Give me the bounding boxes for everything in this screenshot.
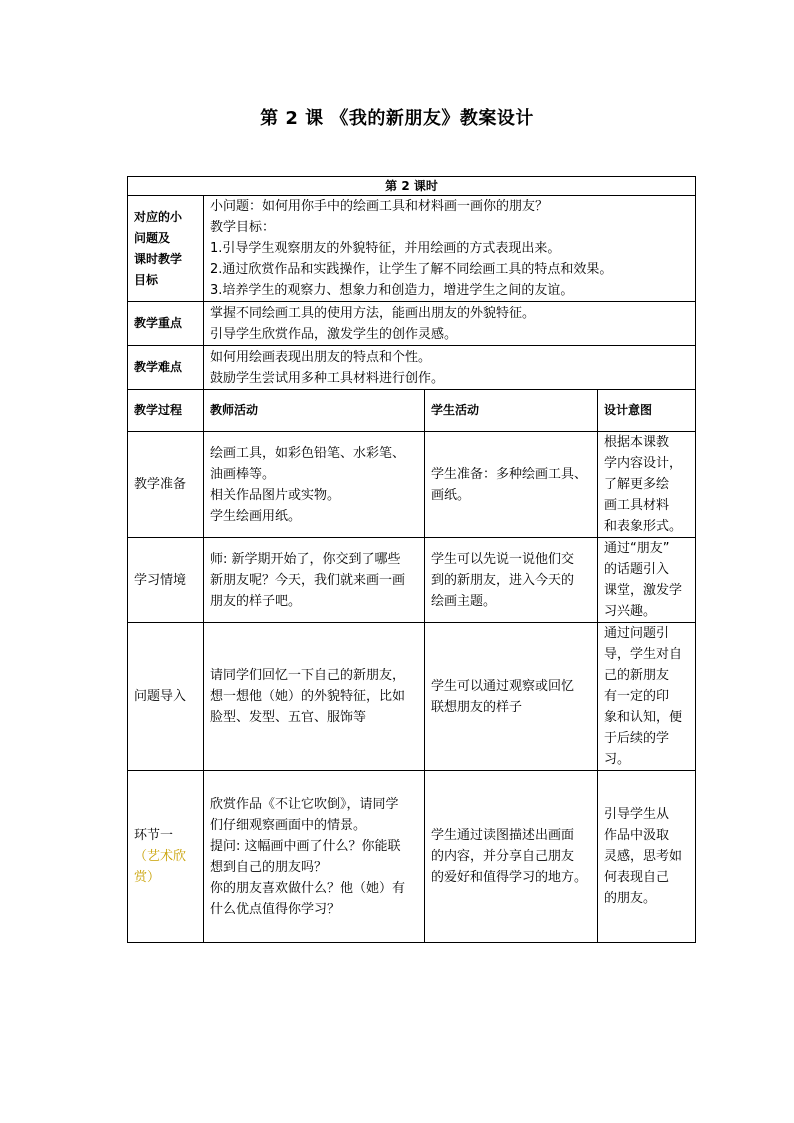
section-header-row bbox=[128, 177, 696, 196]
student-activity-header: 学生活动 bbox=[425, 390, 598, 432]
objectives-line: 小问题：如何用你手中的绘画工具和材料画一画你的朋友？ bbox=[210, 199, 549, 214]
teacher-activity bbox=[204, 432, 425, 538]
row-label-sub: （艺术欣 bbox=[134, 849, 187, 864]
difficulties-row bbox=[128, 346, 696, 390]
objectives-line: 3.培养学生的观察力、想象力和创造力，增进学生之间的友谊。 bbox=[210, 283, 574, 298]
text-line: 绘画主题。 bbox=[431, 593, 497, 609]
lesson-plan-table bbox=[127, 176, 696, 943]
process-header-row bbox=[128, 390, 696, 432]
difficulties-line: 鼓励学生尝试用多种工具材料进行创作。 bbox=[210, 370, 445, 386]
teacher-activity-header: 教师活动 bbox=[204, 390, 425, 432]
table-row bbox=[128, 771, 696, 943]
design-intent bbox=[598, 432, 696, 538]
text-line: 和表象形式。 bbox=[604, 519, 683, 534]
text-line: 习兴趣。 bbox=[604, 604, 657, 619]
text-line: 绘画工具，如彩色铅笔、水彩笔、 bbox=[210, 445, 406, 461]
text-line: 到的新朋友，进入今天的 bbox=[431, 572, 575, 588]
row-label bbox=[128, 771, 204, 943]
objectives-label-line: 问题及 bbox=[134, 230, 171, 245]
text-line: 朋友的样子吧。 bbox=[210, 593, 302, 609]
text-line: 的爱好和值得学习的地方。 bbox=[431, 870, 588, 885]
difficulties-content bbox=[204, 346, 696, 390]
text-line: 新朋友呢？今天，我们就来画一画 bbox=[210, 572, 406, 588]
objectives-label bbox=[128, 196, 204, 302]
objectives-label-line: 对应的小 bbox=[134, 209, 183, 224]
text-line: 的朋友。 bbox=[604, 891, 657, 906]
objectives-row bbox=[128, 196, 696, 302]
text-line: 何表现自己 bbox=[604, 870, 670, 885]
objectives-label-line: 目标 bbox=[134, 272, 159, 287]
table-row bbox=[128, 538, 696, 623]
text-line: 油画棒等。 bbox=[210, 466, 276, 482]
text-line: 画工具材料 bbox=[604, 498, 670, 513]
text-line: 灵感，思考如 bbox=[604, 849, 683, 864]
student-activity bbox=[425, 432, 598, 538]
row-label: 学习情境 bbox=[128, 538, 204, 623]
text-line: 相关作品图片或实物。 bbox=[210, 487, 341, 503]
process-label: 教学过程 bbox=[128, 390, 204, 432]
row-label-sub: 赏） bbox=[134, 870, 161, 885]
text-line: 学生可以通过观察或回忆 bbox=[431, 678, 575, 694]
objectives-line: 教学目标： bbox=[210, 220, 276, 235]
student-activity bbox=[425, 771, 598, 943]
text-line: 通过问题引 bbox=[604, 626, 670, 641]
text-line: 有一定的印 bbox=[604, 689, 670, 704]
text-line: 象和认知，便 bbox=[604, 710, 683, 725]
text-line: 习。 bbox=[604, 752, 631, 767]
section-header: 第 2 课时 bbox=[128, 177, 696, 196]
text-line: 于后续的学 bbox=[604, 731, 670, 746]
design-intent-header: 设计意图 bbox=[598, 390, 696, 432]
teacher-activity bbox=[204, 538, 425, 623]
teacher-activity bbox=[204, 771, 425, 943]
key-points-line: 引导学生欣赏作品，激发学生的创作灵感。 bbox=[210, 326, 458, 342]
key-points-row bbox=[128, 302, 696, 346]
objectives-line: 1.引导学生观察朋友的外貌特征，并用绘画的方式表现出来。 bbox=[210, 241, 561, 256]
text-line: 的内容，并分享自己朋友 bbox=[431, 849, 575, 864]
text-line: 学生准备：多种绘画工具、 bbox=[431, 466, 588, 482]
row-label-main: 环节一 bbox=[134, 828, 174, 843]
text-line: 脸型、发型、五官、服饰等 bbox=[210, 710, 367, 725]
text-line: 学生可以先说一说他们交 bbox=[431, 551, 575, 567]
design-intent bbox=[598, 771, 696, 943]
objectives-label-line: 课时教学 bbox=[134, 251, 183, 266]
text-line: 己的新朋友 bbox=[604, 668, 670, 683]
text-line: 提问: 这幅画中画了什么？你能联 bbox=[210, 838, 401, 854]
text-line: 学生通过读图描述出画面 bbox=[431, 828, 575, 843]
design-intent bbox=[598, 623, 696, 771]
text-line: 什么优点值得你学习？ bbox=[210, 901, 341, 917]
objectives-content bbox=[204, 196, 696, 302]
text-line: 作品中汲取 bbox=[604, 828, 670, 843]
text-line: 引导学生从 bbox=[604, 807, 670, 822]
table-row bbox=[128, 432, 696, 538]
text-line: 学内容设计， bbox=[604, 456, 683, 471]
text-line: 想一想他（她）的外貌特征，比如 bbox=[210, 689, 406, 704]
key-points-line: 掌握不同绘画工具的使用方法，能画出朋友的外貌特征。 bbox=[210, 305, 536, 321]
text-line: 通过“朋友” bbox=[604, 541, 670, 556]
text-line: 学生绘画用纸。 bbox=[210, 508, 302, 524]
text-line: 联想朋友的样子 bbox=[431, 699, 523, 715]
teacher-activity bbox=[204, 623, 425, 771]
student-activity bbox=[425, 623, 598, 771]
text-line: 的话题引入 bbox=[604, 562, 670, 577]
text-line: 想到自己的朋友吗？ bbox=[210, 859, 328, 875]
text-line: 你的朋友喜欢做什么？他（她）有 bbox=[210, 880, 406, 896]
text-line: 师: 新学期开始了，你交到了哪些 bbox=[210, 551, 401, 567]
text-line: 导，学生对自 bbox=[604, 647, 683, 662]
objectives-line: 2.通过欣赏作品和实践操作，让学生了解不同绘画工具的特点和效果。 bbox=[210, 262, 613, 277]
design-intent bbox=[598, 538, 696, 623]
key-points-label: 教学重点 bbox=[128, 302, 204, 346]
text-line: 请同学们回忆一下自己的新朋友， bbox=[210, 668, 406, 683]
text-line: 画纸。 bbox=[431, 487, 471, 503]
document-title: 第 2 课 《我的新朋友》教案设计 bbox=[260, 108, 534, 129]
text-line: 了解更多绘 bbox=[604, 477, 670, 492]
text-line: 们仔细观察画面中的情景。 bbox=[210, 817, 367, 833]
key-points-content bbox=[204, 302, 696, 346]
text-line: 课堂，激发学 bbox=[604, 583, 683, 598]
difficulties-line: 如何用绘画表现出朋友的特点和个性。 bbox=[210, 349, 432, 365]
row-label: 教学准备 bbox=[128, 432, 204, 538]
text-line: 欣赏作品《不让它吹倒》，请同学 bbox=[210, 796, 399, 812]
student-activity bbox=[425, 538, 598, 623]
difficulties-label: 教学难点 bbox=[128, 346, 204, 390]
row-label: 问题导入 bbox=[128, 623, 204, 771]
table-row bbox=[128, 623, 696, 771]
text-line: 根据本课教 bbox=[604, 435, 670, 450]
